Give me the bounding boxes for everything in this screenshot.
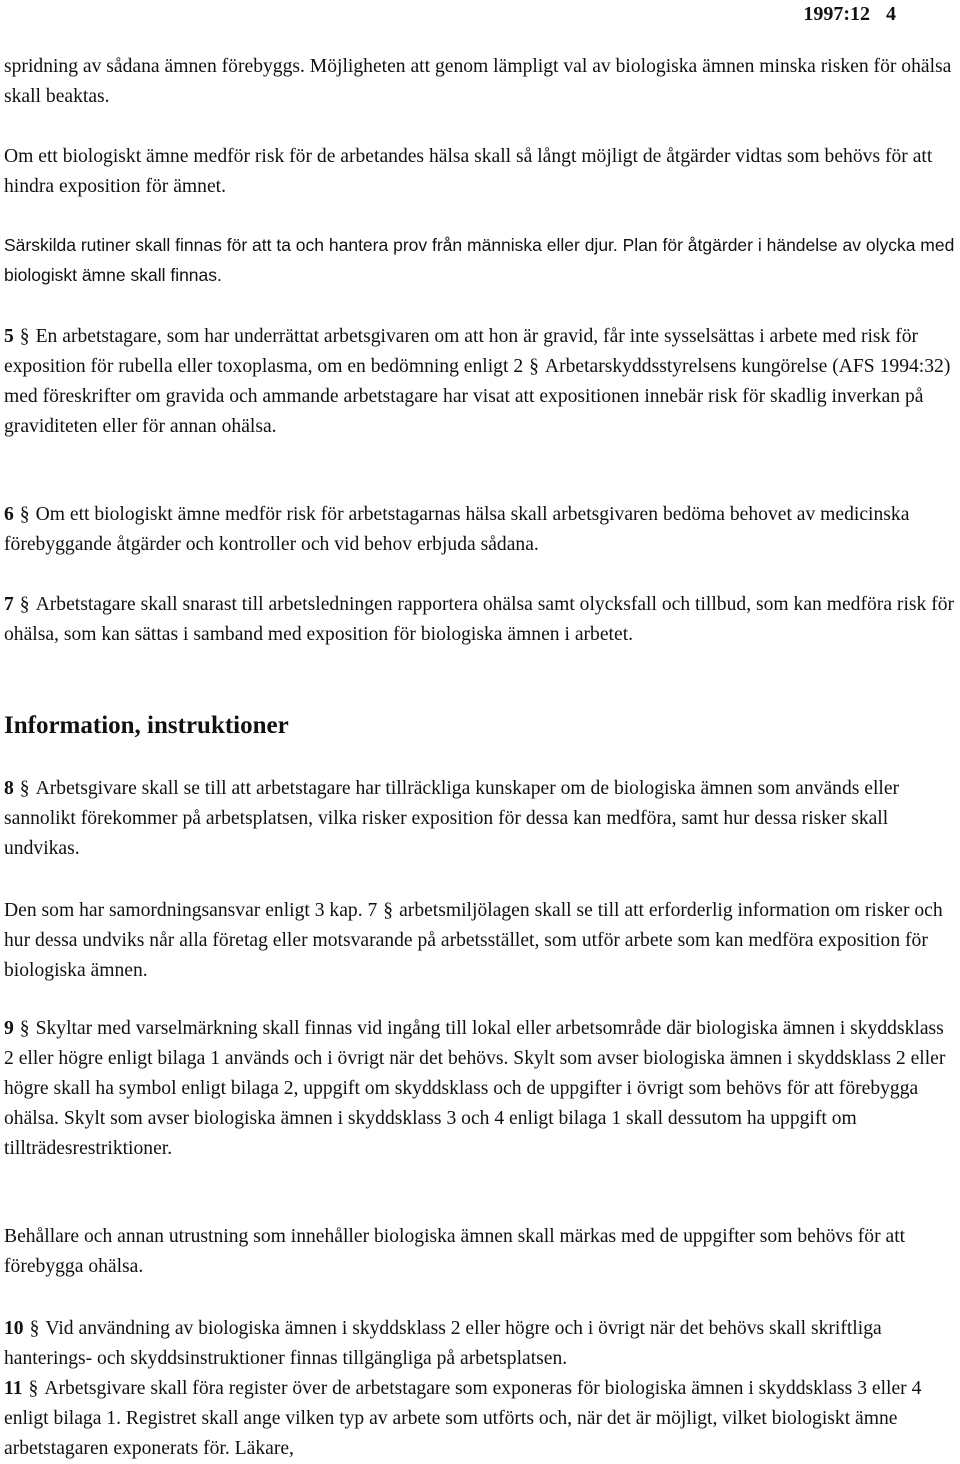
section-number: 10 [4,1318,24,1339]
section-number: 9 [4,1018,14,1039]
section-number: 8 [4,778,14,799]
section-11 [4,1374,956,1464]
paragraph-intro: spridning av sådana ämnen förebyggs. Möjligheten att genom lämpligt val av biologiska ämnen minska risken för ohälsa skall beaktas. [4,56,952,107]
paragraph-exposure: Om ett biologiskt ämne medför risk för de arbetandes hälsa skall så långt möjligt de åtgärder vidtas som behövs för att hindra exposition för ämnet. [4,146,933,197]
section-sign: § [19,326,30,347]
section-text: Skyltar med varselmärkning skall finnas vid ingång till lokal eller arbetsområde där biologiska ämnen i skyddsklass 2 eller högre enligt bilaga 1 används och i övrigt när det behövs. Skylt som avser biologiska ämnen i skyddsklass 2 eller högre skall ha symbol enligt bilaga 2, uppgift om skyddsklass och de uppgifter i övrigt som behövs för att förebygga ohälsa. Skylt som avser biologiska ämnen i skyddsklass 3 och 4 enligt bilaga 1 skall dessutom ha uppgift om tillträdesrestriktioner. [4,1018,946,1159]
section-6 [4,500,956,560]
paragraph-text: Den som har samordningsansvar enligt 3 kap. 7 [4,900,378,921]
section-sign: § [28,1378,39,1399]
section-number: 7 [4,594,14,615]
section-7 [4,590,956,650]
section-sign: § [19,594,30,615]
section-9 [4,1014,956,1164]
document-reference: 1997:12 [803,3,870,25]
section-text-cont: Arbetarskyddsstyrelsens kungörelse (AFS 1994:32) med föreskrifter om gravida och ammande arbetstagare har visat att expositionen innebär risk för skadlig inverkan på graviditeten eller för annan ohälsa. [4,356,951,437]
section-8 [4,774,956,864]
section-text: En arbetstagare, som har underrättat arbetsgivaren om att hon är gravid, får inte sysselsättas i arbete med risk för exposition för rubella eller toxoplasma, om en bedömning enligt 2 [4,326,919,377]
section-sign: § [383,900,394,921]
section-text: Vid användning av biologiska ämnen i skyddsklass 2 eller högre och i övrigt när det behövs skall skriftliga hanterings- och skyddsinstruktioner finnas tillgängliga på arbetsplatsen. [4,1318,882,1369]
section-sign: § [19,1018,30,1039]
page-header [803,0,896,28]
section-10 [4,1314,956,1374]
section-sign: § [19,504,30,525]
section-number: 6 [4,504,14,525]
section-text: Arbetstagare skall snarast till arbetsledningen rapportera ohälsa samt olycksfall och tillbud, som kan medföra risk för ohälsa, som kan sättas i samband med exposition för biologiska ämnen i arbetet. [4,594,955,645]
section-sign: § [529,356,539,377]
page-number: 4 [886,3,896,25]
section-heading: Information, instruktioner [4,712,289,739]
section-text: Arbetsgivare skall föra register över de arbetstagare som exponeras för biologiska ämnen i skyddsklass 3 eller 4 enligt bilaga 1. Registret skall ange vilken typ av arbete som utförts och, när det är möjligt, vilket biologiskt ämne arbetstagaren exponerats för. Läkare, [4,1378,922,1459]
paragraph-containers: Behållare och annan utrustning som innehåller biologiska ämnen skall märkas med de uppgifter som behövs för att förebygga ohälsa. [4,1226,906,1277]
section-number: 5 [4,326,14,347]
section-sign: § [29,1318,40,1339]
section-text: Arbetsgivare skall se till att arbetstagare har tillräckliga kunskaper om de biologiska ämnen som används eller sannolikt förekommer på arbetsplatsen, vilka risker exposition för dessa kan medföra, samt hur dessa risker skall undvikas. [4,778,900,859]
paragraph-text-cont: arbetsmiljölagen skall se till att erforderlig information om risker och hur dessa undviks når alla företag eller motsvarande på arbetsstället, som utför arbete som kan medföra exposition för biologiska ämnen. [4,900,943,981]
section-sign: § [19,778,30,799]
section-number: 11 [4,1378,23,1399]
section-text: Om ett biologiskt ämne medför risk för arbetstagarnas hälsa skall arbetsgivaren bedöma behovet av medicinska förebyggande åtgärder och kontroller och vid behov erbjuda sådana. [4,504,910,555]
paragraph-coordination [4,896,956,986]
section-5 [4,322,956,442]
paragraph-routines: Särskilda rutiner skall finnas för att ta och hantera prov från människa eller djur. Plan för åtgärder i händelse av olycka med biologiskt ämne skall finnas. [4,235,955,285]
